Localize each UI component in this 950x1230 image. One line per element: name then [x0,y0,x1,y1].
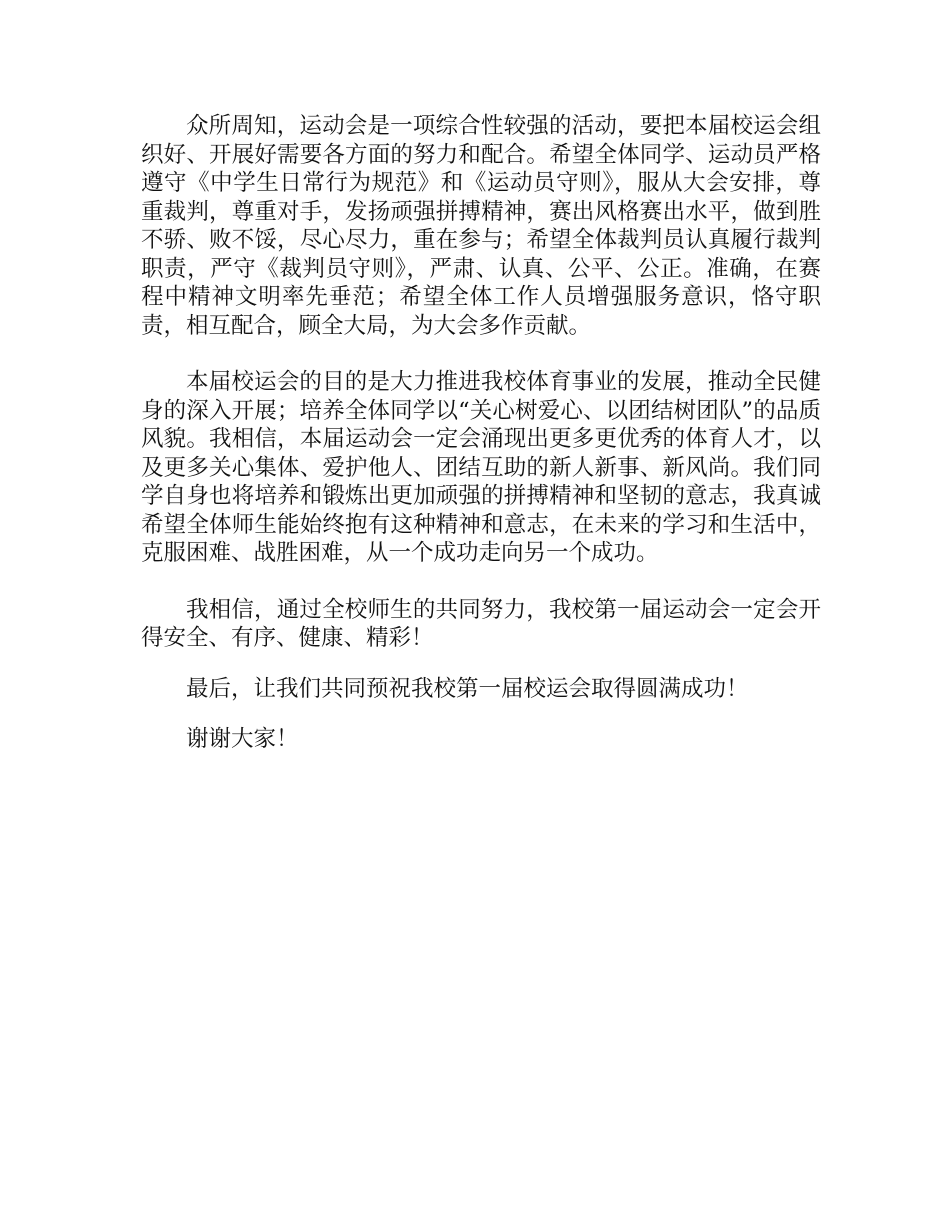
paragraph-purpose-of-games: 本届校运会的目的是大力推进我校体育事业的发展，推动全民健身的深入开展；培养全体同学以“关心树爱心、以团结树团队”的品质风貌。我相信，本届运动会一定会涌现出更多更优秀的体育人才，以及更多关心集体、爱护他人、团结互助的新人新事、新风尚。我们同学自身也将培养和锻炼出更加顽强的拼搏精神和坚韧的意志，我真诚希望全体师生能始终抱有这种精神和意志，在未来的学习和生活中，克服困难、战胜困难，从一个成功走向另一个成功。 [141,369,821,566]
paragraph-wish-success: 最后，让我们共同预祝我校第一届校运会取得圆满成功！ [186,675,749,702]
paragraph-athletes-referees-staff: 众所周知，运动会是一项综合性较强的活动，要把本届校运会组织好、开展好需要各方面的努力和配合。希望全体同学、运动员严格遵守《中学生日常行为规范》和《运动员守则》，服从大会安排，尊重裁判，尊重对手，发扬顽强拼搏精神，赛出风格赛出水平，做到胜不骄、败不馁，尽心尽力，重在参与；希望全体裁判员认真履行裁判职责，严守《裁判员守则》，严肃、认真、公平、公正。准确，在赛程中精神文明率先垂范；希望全体工作人员增强服务意识，恪守职责，相互配合，顾全大局，为大会多作贡献。 [141,113,821,339]
paragraph-confidence: 我相信，通过全校师生的共同努力，我校第一届运动会一定会开得安全、有序、健康、精彩！ [141,596,821,651]
paragraph-thanks: 谢谢大家！ [186,726,299,752]
document-body [141,112,821,754]
